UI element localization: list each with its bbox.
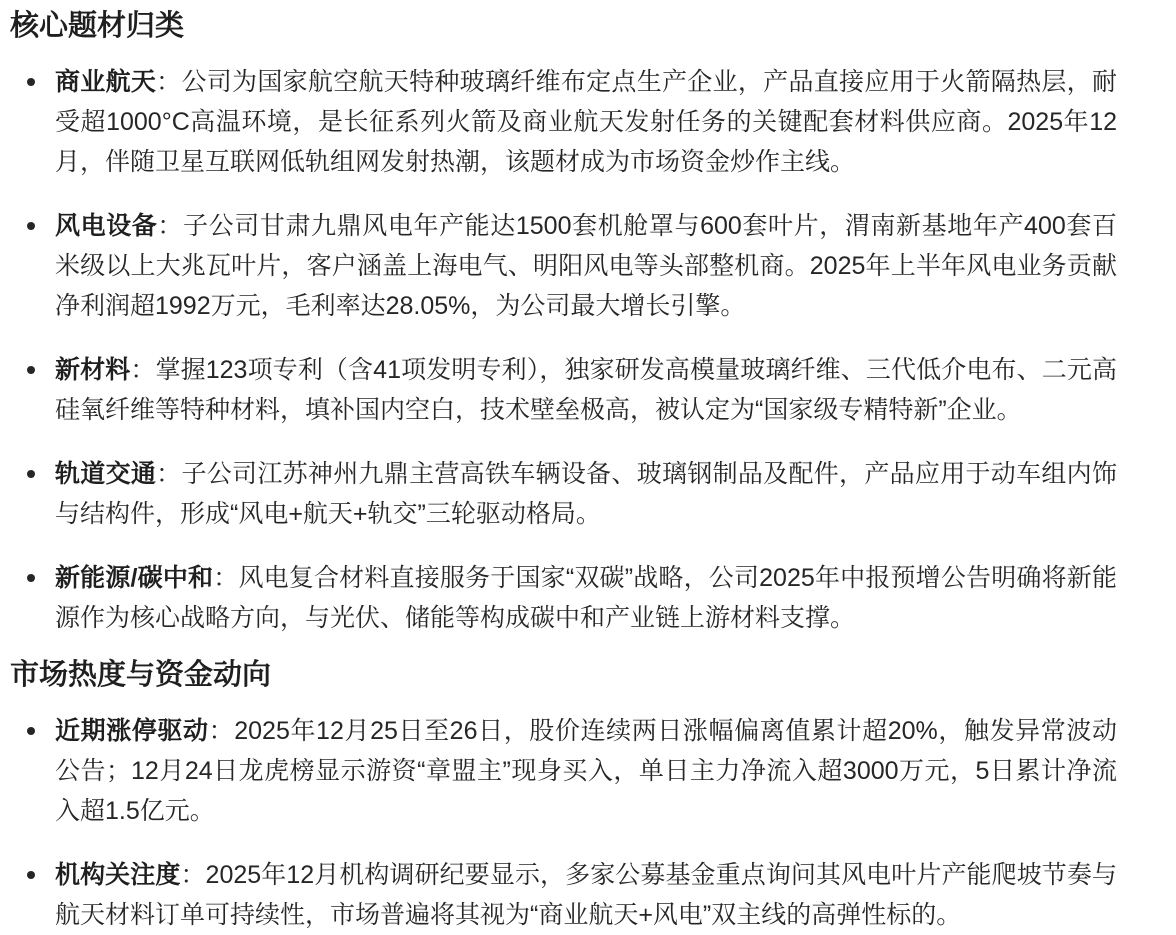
section-heading-market-heat: 市场热度与资金动向 <box>10 659 272 691</box>
list-item <box>55 711 1117 831</box>
list-item <box>55 558 1117 638</box>
bullet-dot-icon <box>27 366 35 374</box>
list-item-term: 新材料 <box>55 356 131 384</box>
list-item-text: 子公司江苏神州九鼎主营高铁车辆设备、玻璃钢制品及配件，产品应用于动车组内饰与结构件，形成“风电+航天+轨交”三轮驱动格局。 <box>55 460 1117 528</box>
list-item-term: 轨道交通 <box>55 460 157 488</box>
list-item <box>55 350 1117 430</box>
list-item-separator: ： <box>180 861 206 889</box>
bullet-dot-icon <box>27 574 35 582</box>
list-item-term: 机构关注度 <box>55 861 181 889</box>
bullet-dot-icon <box>27 727 35 735</box>
core-themes-list <box>10 62 1117 638</box>
list-item-text: 2025年12月25日至26日，股价连续两日涨幅偏离值累计超20%，触发异常波动公告；12月24日龙虎榜显示游资“章盟主”现身买入，单日主力净流入超3000万元，5日累计净流入超1.5亿元。 <box>55 717 1117 825</box>
list-item-term: 商业航天 <box>55 68 157 96</box>
list-item-separator: ： <box>156 68 182 96</box>
list-item <box>55 855 1117 935</box>
list-item-text: 掌握123项专利（含41项发明专利），独家研发高模量玻璃纤维、三代低介电布、二元高硅氧纤维等特种材料，填补国内空白，技术壁垒极高，被认定为“国家级专精特新”企业。 <box>55 356 1117 424</box>
bullet-dot-icon <box>27 222 35 230</box>
list-item-text: 风电复合材料直接服务于国家“双碳”战略，公司2025年中报预增公告明确将新能源作为核心战略方向，与光伏、储能等构成碳中和产业链上游材料支撑。 <box>55 564 1117 632</box>
list-item-text: 2025年12月机构调研纪要显示，多家公募基金重点询问其风电叶片产能爬坡节奏与航天材料订单可持续性，市场普遍将其视为“商业航天+风电”双主线的高弹性标的。 <box>55 861 1117 929</box>
list-item-separator: ： <box>213 564 239 592</box>
list-item <box>55 454 1117 534</box>
bullet-dot-icon <box>27 78 35 86</box>
bullet-dot-icon <box>27 871 35 879</box>
list-item <box>55 62 1117 182</box>
list-item-separator: ： <box>130 356 156 384</box>
list-item-separator: ： <box>208 717 235 745</box>
bullet-dot-icon <box>27 470 35 478</box>
list-item-term: 近期涨停驱动 <box>55 717 209 745</box>
list-item-term: 新能源/碳中和 <box>55 564 214 592</box>
list-item-text: 子公司甘肃九鼎风电年产能达1500套机舱罩与600套叶片，渭南新基地年产400套百米级以上大兆瓦叶片，客户涵盖上海电气、明阳风电等头部整机商。2025年上半年风电业务贡献净利润超1992万元，毛利率达28.05%，为公司最大增长引擎。 <box>55 212 1117 320</box>
list-item <box>55 206 1117 326</box>
section-heading-core-themes: 核心题材归类 <box>10 10 185 42</box>
list-item-text: 公司为国家航空航天特种玻璃纤维布定点生产企业，产品直接应用于火箭隔热层，耐受超1000°C高温环境，是长征系列火箭及商业航天发射任务的关键配套材料供应商。2025年12月，伴随卫星互联网低轨组网发射热潮，该题材成为市场资金炒作主线。 <box>55 68 1117 176</box>
list-item-separator: ： <box>157 212 184 240</box>
market-heat-list <box>10 711 1117 935</box>
list-item-separator: ： <box>156 460 182 488</box>
list-item-term: 风电设备 <box>55 212 158 240</box>
